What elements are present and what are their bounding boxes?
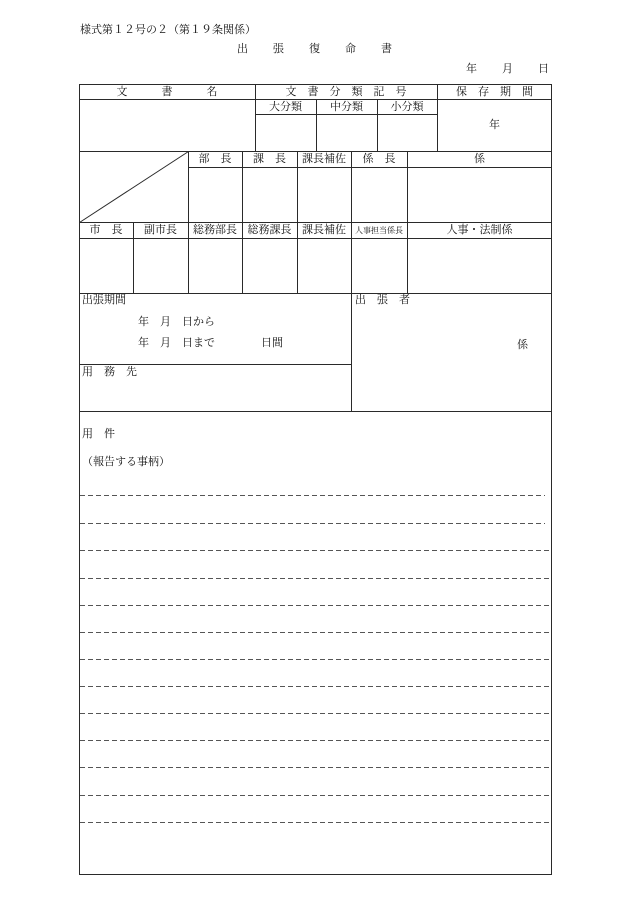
document-name-header: 文 書 名 (116, 84, 229, 98)
middle-category-header: 中分類 (330, 99, 363, 113)
document-classification-header: 文 書 分 類 記 号 (285, 84, 407, 98)
trip-period-label: 出張期間 (82, 293, 126, 306)
approval-header-department-head: 部 長 (198, 152, 232, 165)
minor-category-header: 小分類 (390, 99, 424, 113)
approval-header-mayor: 市 長 (89, 223, 123, 236)
approval-header-general-affairs-chief: 総務課長 (247, 223, 292, 236)
page-title: 出 張 復 命 書 (237, 42, 399, 55)
trip-period-to: 年 月 日まで (138, 336, 215, 349)
approval-header-unit-chief: 係 長 (362, 152, 396, 165)
approval-header-section-chief: 課 長 (253, 152, 286, 165)
destination-label: 用 務 先 (82, 365, 137, 378)
traveler-section-suffix: 係 (517, 338, 528, 351)
approval-header-personnel-unit-chief: 人事担当係長 (355, 225, 403, 235)
approval-header-deputy-chief: 課長補佐 (302, 152, 346, 165)
retention-period-header: 保 存 期 間 (456, 84, 533, 98)
approval-header-deputy-mayor: 副市長 (144, 223, 177, 236)
approval-header-deputy-chief-2: 課長補佐 (302, 223, 346, 236)
report-hint: （報告する事柄） (82, 455, 170, 468)
trip-period-from: 年 月 日から (138, 315, 215, 328)
traveler-label: 出 張 者 (355, 293, 410, 306)
approval-header-personnel-legal-unit: 人事・法制係 (446, 223, 513, 236)
approval-header-unit: 係 (474, 152, 485, 165)
form-number: 様式第１２号の２（第１９条関係） (80, 23, 256, 36)
retention-unit: 年 (489, 118, 500, 131)
date-line: 年 月 日 (466, 62, 556, 75)
diagonal-slash (80, 152, 189, 223)
table-outer-border (80, 85, 552, 875)
approval-header-general-affairs-director: 総務部長 (193, 223, 237, 236)
subject-label: 用 件 (82, 427, 115, 440)
trip-days-suffix: 日間 (261, 336, 283, 349)
major-category-header: 大分類 (269, 99, 302, 113)
